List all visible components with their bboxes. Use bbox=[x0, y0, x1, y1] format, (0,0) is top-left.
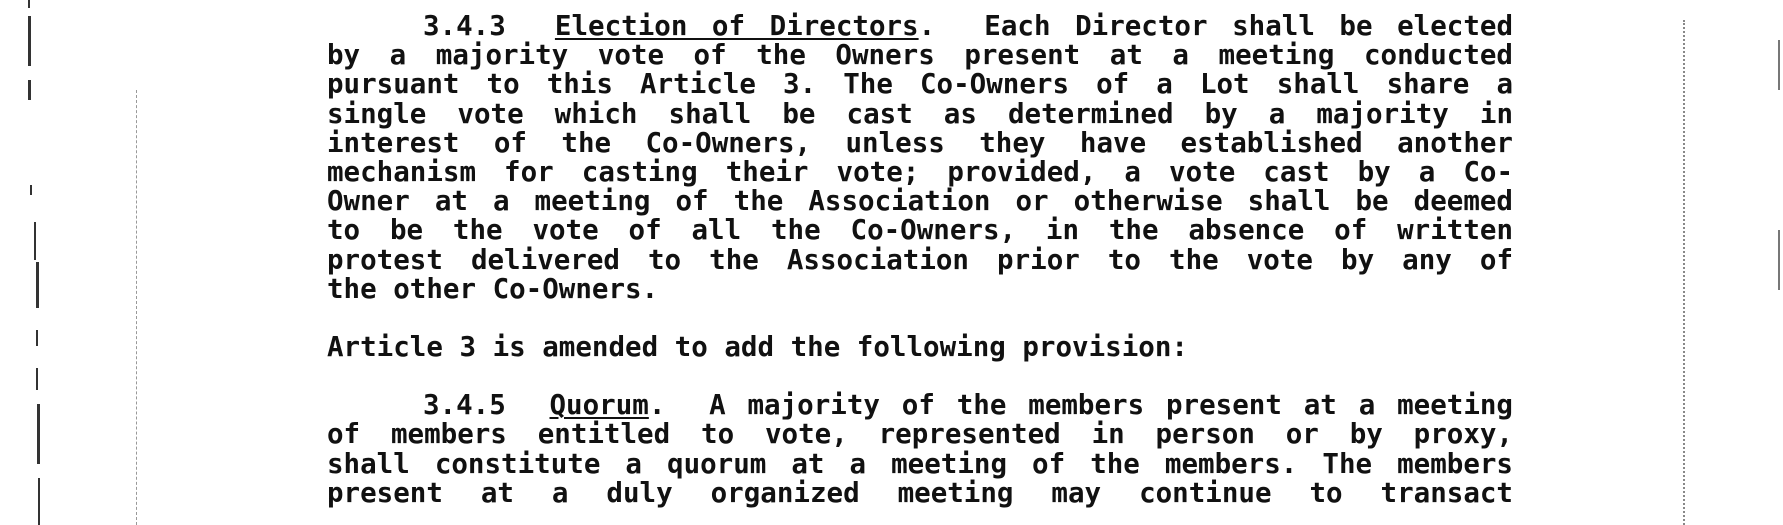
para1-line: pursuant to this Article 3. The Co-Owners of a Lot shall share a bbox=[327, 68, 1513, 101]
para1-line: Each Director shall be elected bbox=[984, 10, 1513, 42]
para2-first-line: 3.4.5 Quorum. A majority of the members present at a meeting bbox=[423, 389, 1513, 422]
margin-rule bbox=[136, 90, 137, 525]
para1-line: single vote which shall be cast as determined by a majority in bbox=[327, 97, 1513, 130]
margin-rule bbox=[1683, 20, 1685, 525]
para1-line: protest delivered to the Association prior to the vote by any of bbox=[327, 243, 1513, 276]
margin-mark bbox=[28, 80, 31, 100]
margin-mark bbox=[36, 330, 38, 346]
para2-line: of members entitled to vote, represented in person or by proxy, bbox=[327, 418, 1513, 451]
para1-line: by a majority vote of the Owners present at a meeting conducted bbox=[327, 39, 1513, 72]
para1-line: mechanism for casting their vote; provided, a vote cast by a Co- bbox=[327, 156, 1513, 189]
margin-mark bbox=[38, 478, 40, 525]
margin-mark bbox=[28, 0, 30, 8]
section-number: 3.4.3 bbox=[423, 10, 506, 42]
para1-line: interest of the Co-Owners, unless they have established another bbox=[327, 126, 1513, 159]
margin-mark bbox=[1778, 40, 1780, 90]
margin-mark bbox=[36, 368, 38, 390]
margin-mark bbox=[28, 16, 31, 66]
margin-mark bbox=[30, 185, 32, 195]
section-heading: Quorum bbox=[549, 389, 649, 422]
section-heading: Election of Directors bbox=[554, 10, 919, 42]
para1-line: to be the vote of all the Co-Owners, in the absence of written bbox=[327, 214, 1513, 247]
margin-mark bbox=[34, 222, 36, 260]
amendment-line: Article 3 is amended to add the following provision: bbox=[327, 331, 1188, 364]
para2-line: present at a duly organized meeting may continue to transact bbox=[327, 476, 1513, 509]
para1-line: the other Co-Owners. bbox=[327, 272, 659, 305]
section-number: 3.4.5 bbox=[423, 389, 506, 422]
document-body bbox=[327, 12, 1513, 508]
margin-mark bbox=[37, 404, 40, 464]
margin-mark bbox=[1778, 230, 1780, 290]
para2-line: shall constitute a quorum at a meeting of the members. The members bbox=[327, 447, 1513, 480]
para1-first-line: 3.4.3 Election of Directors. Each Director shall be elected bbox=[423, 10, 1513, 42]
para2-line: A majority of the members present at a meeting bbox=[709, 389, 1513, 422]
margin-mark bbox=[36, 262, 39, 308]
para1-line: Owner at a meeting of the Association or otherwise shall be deemed bbox=[327, 185, 1513, 218]
